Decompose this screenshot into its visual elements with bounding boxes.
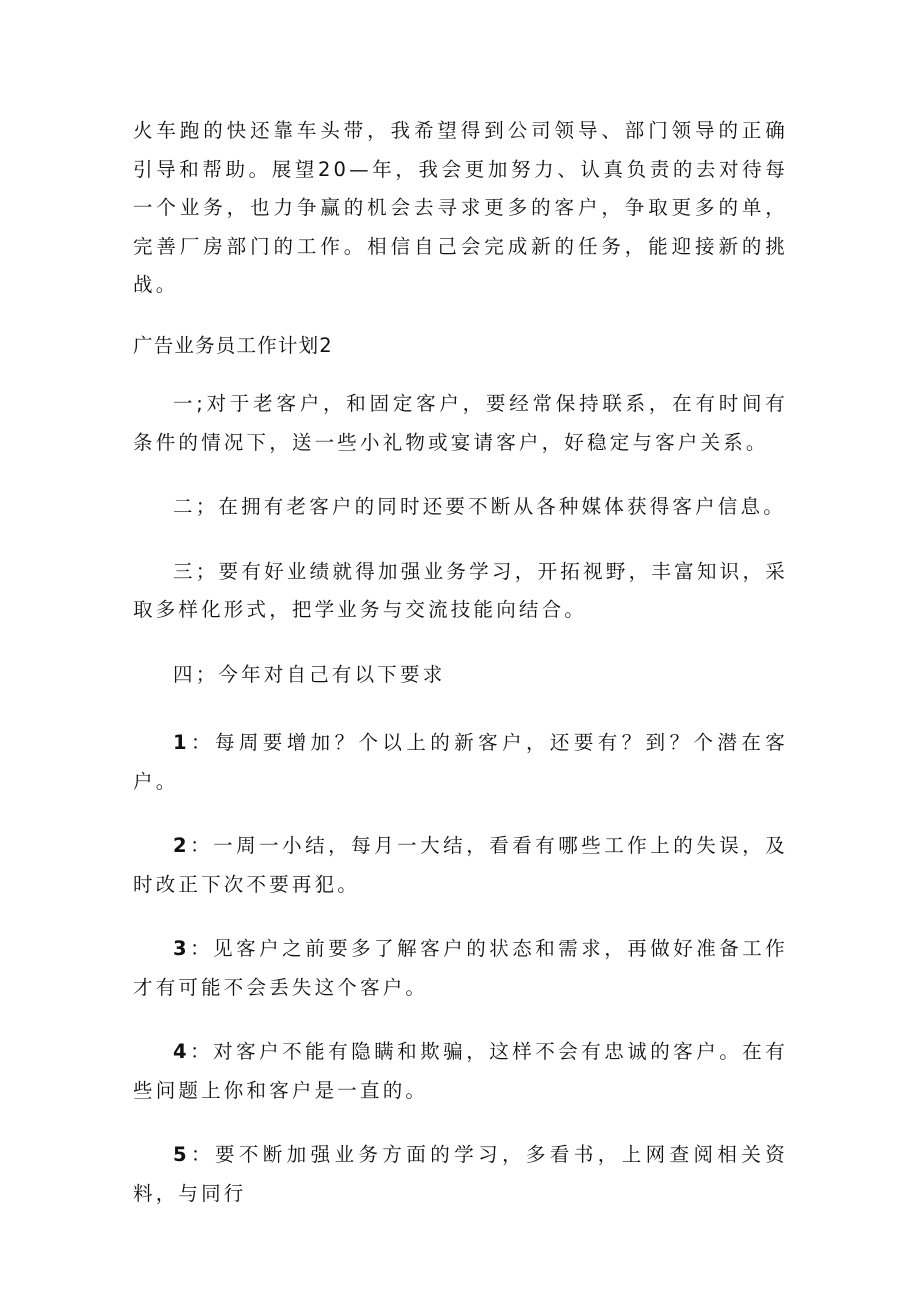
list-item-text: 对客户不能有隐瞒和欺骗，这样不会有忠诚的客户。在有些问题上你和客户是一直的。 bbox=[133, 1040, 788, 1102]
list-item-number: 1 bbox=[173, 731, 190, 754]
list-item bbox=[133, 930, 788, 1007]
list-item-separator: ： bbox=[189, 1040, 214, 1063]
list-item-separator: ： bbox=[189, 834, 214, 857]
list-item-text: 一周一小结，每月一大结，看看有哪些工作上的失误，及时改正下次不要再犯。 bbox=[133, 834, 788, 896]
list-item-number: 5 bbox=[173, 1143, 190, 1166]
paragraph-item-three: 三；要有好业绩就得加强业务学习，开拓视野，丰富知识，采取多样化形式，把学业务与交流技能向结合。 bbox=[133, 559, 788, 621]
list-item bbox=[133, 1136, 788, 1213]
list-item bbox=[133, 827, 788, 904]
document-body bbox=[133, 112, 788, 1213]
paragraph-item-one: 一;对于老客户，和固定客户，要经常保持联系，在有时间有条件的情况下，送一些小礼物或宴请客户，好稳定与客户关系。 bbox=[133, 392, 788, 454]
list-item-text: 见客户之前要多了解客户的状态和需求，再做好准备工作才有可能不会丢失这个客户。 bbox=[133, 937, 788, 999]
list-item-separator: ： bbox=[189, 937, 214, 960]
list-item-separator: ： bbox=[189, 1143, 215, 1166]
list-item-number: 3 bbox=[173, 937, 190, 960]
paragraph-item-two: 二；在拥有老客户的同时还要不断从各种媒体获得客户信息。 bbox=[173, 495, 786, 518]
list-item bbox=[133, 724, 788, 801]
list-item-number: 2 bbox=[173, 834, 190, 857]
section-heading: 广告业务员工作计划2 bbox=[133, 333, 333, 357]
list-item bbox=[133, 1033, 788, 1110]
list-item-text: 要不断加强业务方面的学习，多看书，上网查阅相关资料，与同行 bbox=[133, 1143, 788, 1205]
list-item-number: 4 bbox=[173, 1040, 190, 1063]
paragraph-intro: 火车跑的快还靠车头带，我希望得到公司领导、部门领导的正确引导和帮助。展望20—年，我会更加努力、认真负责的去对待每一个业务，也力争赢的机会去寻求更多的客户，争取更多的单，完善厂房部门的工作。相信自己会完成新的任务，能迎接新的挑战。 bbox=[133, 119, 788, 296]
list-item-separator: ： bbox=[189, 731, 215, 754]
paragraph-item-four: 四；今年对自己有以下要求 bbox=[173, 662, 446, 686]
list-item-text: 每周要增加？个以上的新客户，还要有？到？个潜在客户。 bbox=[133, 731, 788, 793]
